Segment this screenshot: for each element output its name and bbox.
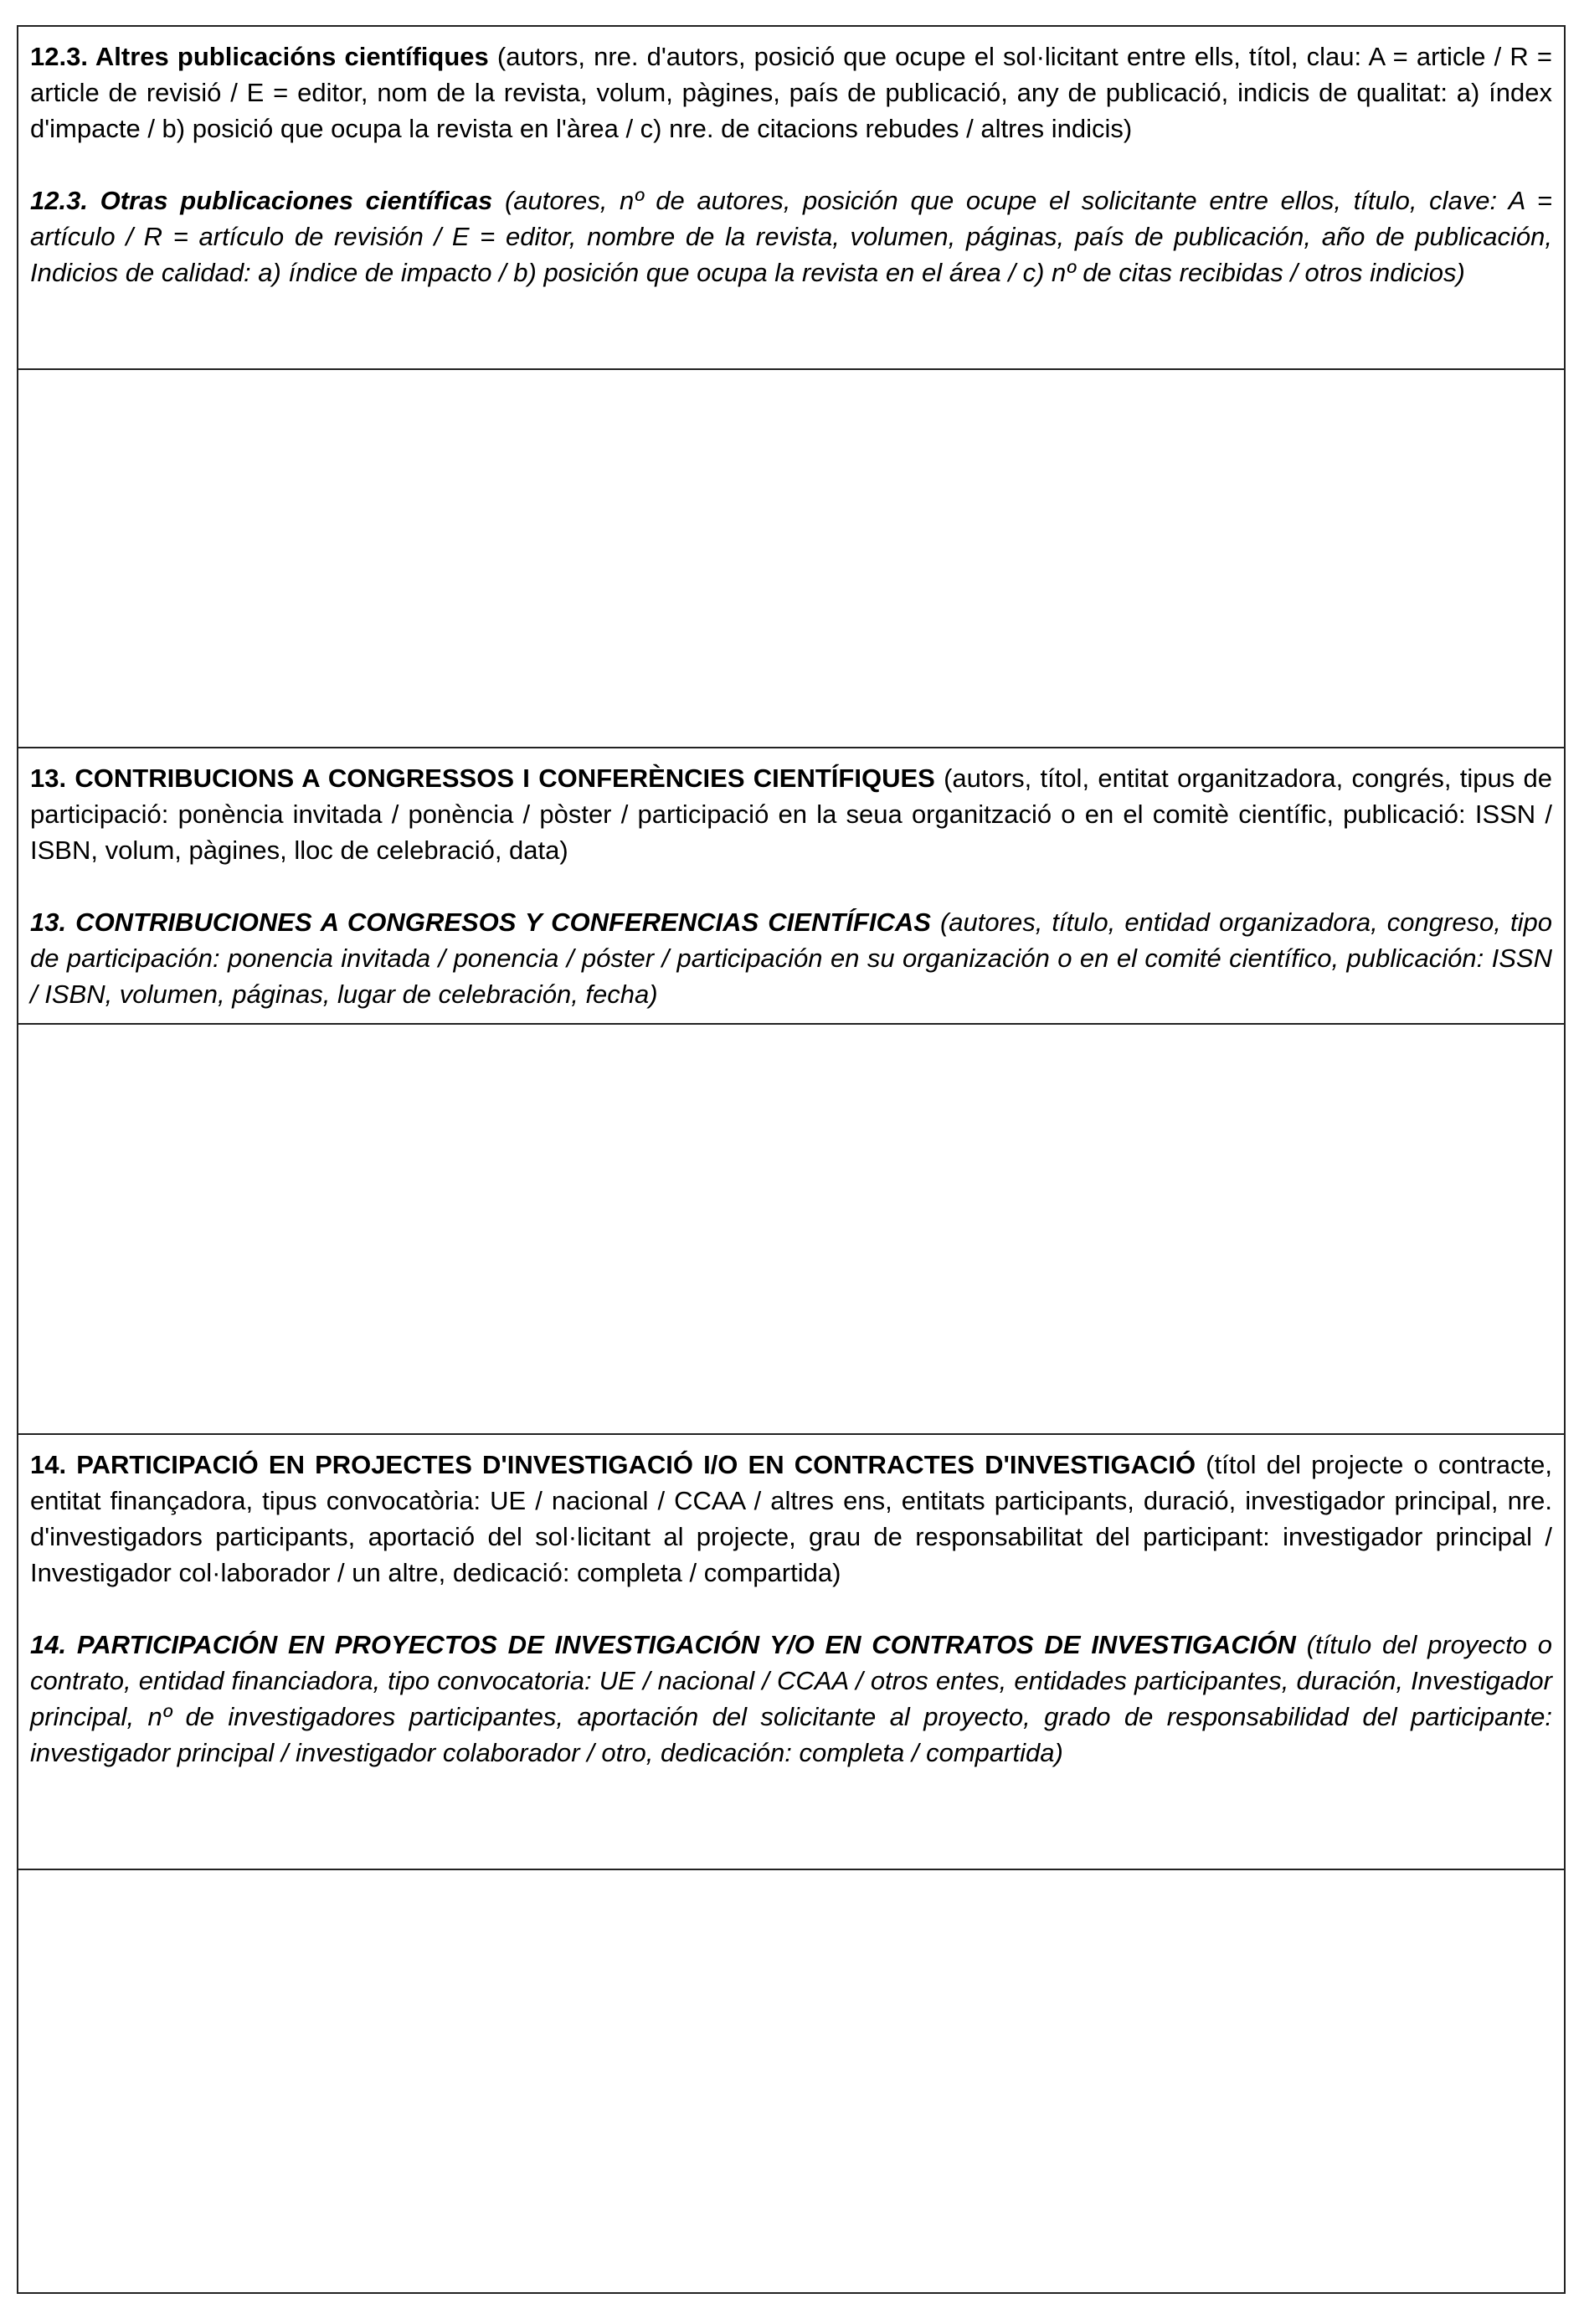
section-12-3-catalan-title: 12.3. Altres publicacións científiques <box>30 42 489 71</box>
section-14-spanish-description: (título del proyecto o contrato, entidad financiadora, tipo convocatoria: UE / nacional / CCAA / otros entes, entidades participantes, duración, Investigador principal, nº de investigadores participantes, aportación del solicitante al proyecto, grado de responsabilidad del participante: investigador principal / investigador colaborador / otro, dedicación: completa / compartida) <box>30 1630 1552 1767</box>
section-13-spanish-description: (autores, título, entidad organizadora, congreso, tipo de participación: ponencia invitada / ponencia / póster / participación en su organización o en el comité científico, publicación: ISSN / ISBN, volumen, páginas, lugar de celebración, fecha) <box>30 907 1552 1009</box>
section-12-3-spanish-text <box>30 183 1552 290</box>
section-13-catalan-text <box>30 760 1552 868</box>
section-14-header <box>18 1435 1564 1870</box>
section-13-spanish-title: 13. CONTRIBUCIONES A CONGRESOS Y CONFERENCIAS CIENTÍFICAS <box>30 907 931 937</box>
section-14-spanish-text <box>30 1627 1552 1771</box>
section-13-catalan-title: 13. CONTRIBUCIONS A CONGRESSOS I CONFERÈNCIES CIENTÍFIQUES <box>30 764 935 793</box>
section-13-catalan-description: (autors, títol, entitat organitzadora, congrés, tipus de participació: ponència invitada / ponència / pòster / participació en la seua organització o en el comitè científic, publicació: ISSN / ISBN, volum, pàgines, lloc de celebració, data) <box>30 764 1552 865</box>
section-12-3-answer-field[interactable] <box>18 370 1564 748</box>
section-13-answer-field[interactable] <box>18 1025 1564 1435</box>
section-12-3-catalan-text <box>30 39 1552 147</box>
section-13-header <box>18 748 1564 1025</box>
section-13-spanish-text <box>30 904 1552 1012</box>
section-14-spanish-title: 14. PARTICIPACIÓN EN PROYECTOS DE INVESTIGACIÓN Y/O EN CONTRATOS DE INVESTIGACIÓN <box>30 1630 1296 1659</box>
form-table <box>17 25 1566 2294</box>
section-14-catalan-title: 14. PARTICIPACIÓ EN PROJECTES D'INVESTIGACIÓ I/O EN CONTRACTES D'INVESTIGACIÓ <box>30 1450 1196 1479</box>
section-12-3-spanish-title: 12.3. Otras publicaciones científicas <box>30 186 493 215</box>
section-12-3-header <box>18 27 1564 370</box>
section-14-catalan-text <box>30 1447 1552 1591</box>
section-14-answer-field[interactable] <box>18 1870 1564 2294</box>
section-12-3-catalan-description: (autors, nre. d'autors, posició que ocupe el sol·licitant entre ells, títol, clau: A = article / R = article de revisió / E = editor, nom de la revista, volum, pàgines, país de publicació, any de publicació, indicis de qualitat: a) índex d'impacte / b) posició que ocupa la revista en l'àrea / c) nre. de citacions rebudes / altres indicis) <box>30 42 1552 143</box>
section-14-catalan-description: (títol del projecte o contracte, entitat finançadora, tipus convocatòria: UE / nacional / CCAA / altres ens, entitats participants, duració, investigador principal, nre. d'investigadors participants, aportació del sol·licitant al projecte, grau de responsabilitat del participant: investigador principal / Investigador col·laborador / un altre, dedicació: completa / compartida) <box>30 1450 1552 1587</box>
section-12-3-spanish-description: (autores, nº de autores, posición que ocupe el solicitante entre ellos, título, clave: A = artículo / R = artículo de revisión / E = editor, nombre de la revista, volumen, páginas, país de publicación, año de publicación, Indicios de calidad: a) índice de impacto / b) posición que ocupa la revista en el área / c) nº de citas recibidas / otros indicios) <box>30 186 1552 287</box>
